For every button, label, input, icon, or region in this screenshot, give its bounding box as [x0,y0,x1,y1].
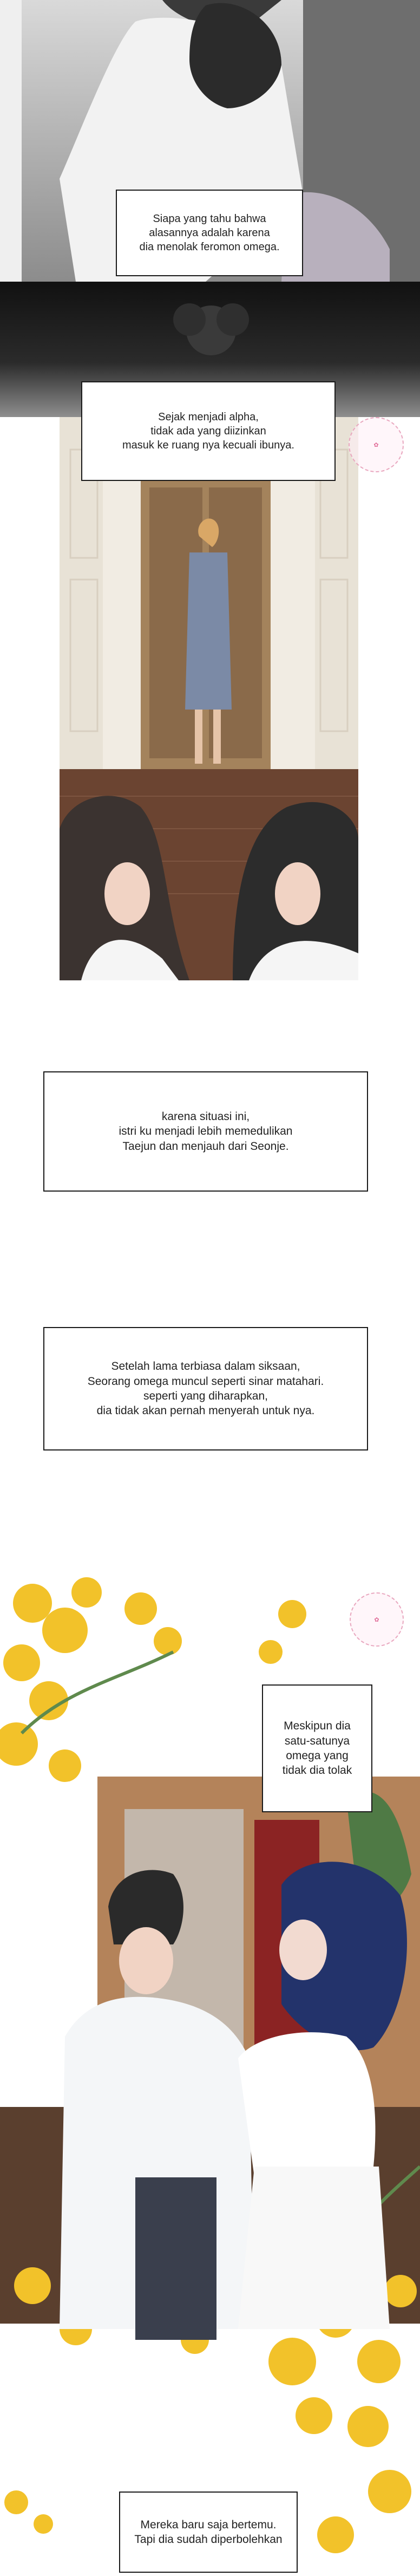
caption-line: tidak ada yang diizinkan [150,425,266,437]
comic-panel-door [60,417,358,980]
caption-line: dia menolak feromon omega. [139,241,280,253]
caption-line: Siapa yang tahu bahwa [153,213,266,225]
caption-line: istri ku menjadi lebih memedulikan [119,1125,293,1138]
watermark-stamp: ✿ [350,1592,404,1647]
caption-line: Meskipun dia [284,1720,351,1733]
caption-line: Seorang omega muncul seperti sinar matahari. [87,1375,324,1388]
caption-line: Taejun dan menjauh dari Seonje. [122,1140,289,1153]
caption-line: tidak dia tolak [282,1764,352,1777]
caption-line: seperti yang diharapkan, [143,1390,268,1402]
caption-line: Setelah lama terbiasa dalam siksaan, [111,1360,300,1373]
caption-line: omega yang [286,1749,349,1762]
caption-line: satu-satunya [284,1734,350,1747]
caption-box-4 [43,1327,368,1450]
caption-line: Sejak menjadi alpha, [158,411,259,423]
door-illustration [60,417,358,980]
caption-line: masuk ke ruang nya kecuali ibunya. [122,439,294,451]
caption-line: karena situasi ini, [161,1110,250,1123]
caption-line: alasannya adalah karena [149,227,270,239]
caption-box-3 [43,1071,368,1192]
caption-line: dia tidak akan pernah menyerah untuk nya. [96,1404,315,1417]
caption-box-1 [116,190,303,276]
caption-box-6 [119,2492,298,2573]
caption-box-2 [81,381,336,481]
caption-line: Mereka baru saja bertemu. [140,2518,277,2531]
watermark-stamp: ✿ [349,417,404,472]
caption-line: Tapi dia sudah diperbolehkan [134,2533,283,2546]
caption-box-5 [262,1684,372,1812]
